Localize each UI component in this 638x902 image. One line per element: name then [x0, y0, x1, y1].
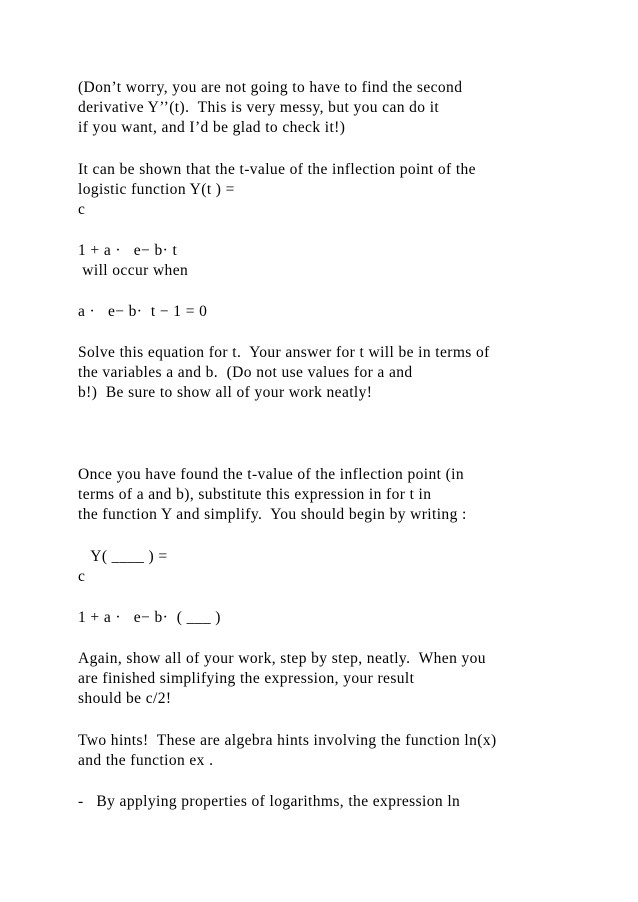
text-line: It can be shown that the t-value of the inflection point of the	[78, 161, 476, 178]
text-line: terms of a and b), substitute this expression in for t in	[78, 486, 432, 503]
text-line: derivative Y’’(t). This is very messy, but you can do it	[78, 99, 440, 116]
text-line: and the function ex .	[78, 752, 214, 769]
text-line: if you want, and I’d be glad to check it!)	[78, 119, 346, 136]
text-line: the variables a and b. (Do not use values for a and	[78, 364, 413, 381]
hint-item: - By applying properties of logarithms, the expression ln	[78, 793, 461, 810]
equation-line: a · e− b· t − 1 = 0	[78, 303, 208, 320]
text-line: Two hints! These are algebra hints involving the function ln(x)	[78, 732, 497, 749]
formula-denominator: 1 + a · e− b· ( ___ )	[78, 609, 221, 626]
text-line: will occur when	[78, 262, 189, 279]
text-line: the function Y and simplify. You should begin by writing :	[78, 506, 467, 523]
text-line: (Don’t worry, you are not going to have to find the second	[78, 79, 463, 96]
text-line: are finished simplifying the expression, your result	[78, 670, 415, 687]
text-line: logistic function Y(t ) =	[78, 181, 235, 198]
text-line: b!) Be sure to show all of your work neatly!	[78, 384, 373, 401]
formula-lhs: Y( ____ ) =	[78, 548, 168, 565]
text-line: Again, show all of your work, step by step, neatly. When you	[78, 650, 486, 667]
text-line: should be c/2!	[78, 690, 172, 707]
formula-numerator: c	[78, 201, 86, 218]
text-line: Once you have found the t-value of the inflection point (in	[78, 466, 465, 483]
formula-denominator: 1 + a · e− b· t	[78, 242, 178, 259]
formula-numerator: c	[78, 568, 86, 585]
text-line: Solve this equation for t. Your answer for t will be in terms of	[78, 344, 490, 361]
